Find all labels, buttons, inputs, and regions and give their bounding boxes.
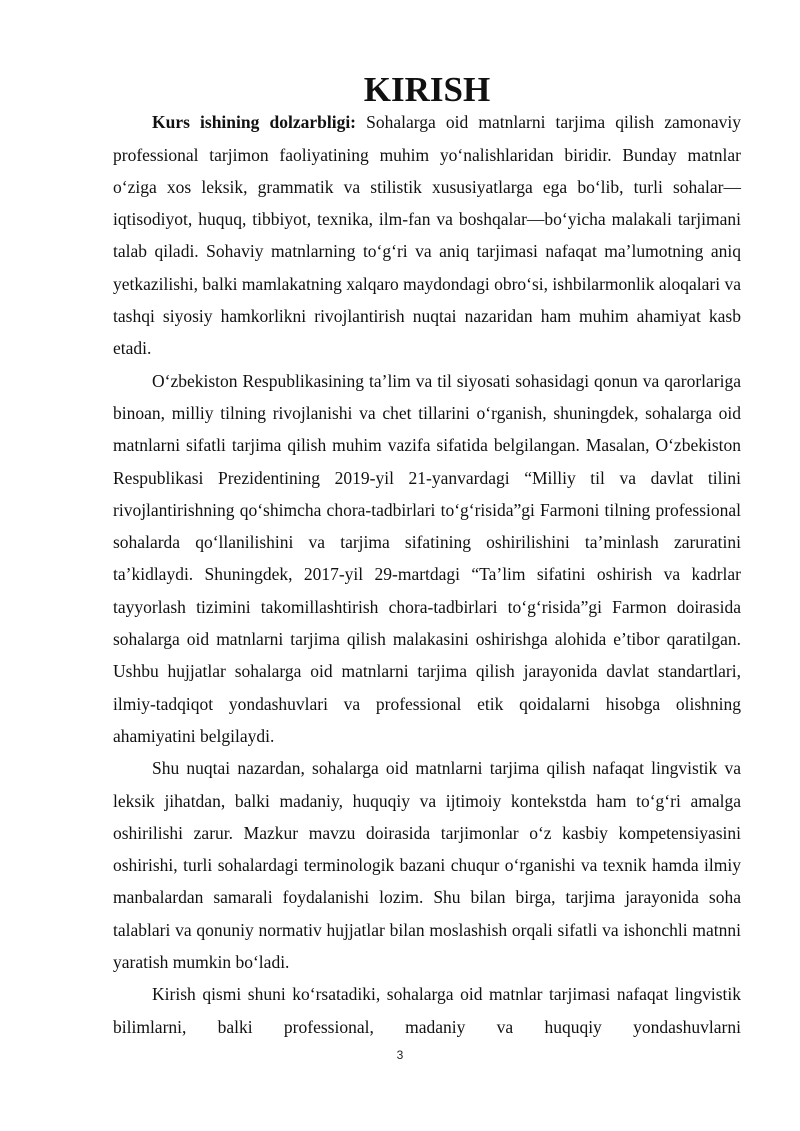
page-number: 3 — [396, 1048, 404, 1062]
paragraph-context: Shu nuqtai nazardan, sohalarga oid matnlarni tarjima qilish nafaqat lingvistik va leksik jihatdan, balki madaniy, huquqiy va ijtimoiy kontekstda ham to‘g‘ri amalga oshirilishi zarur. Mazkur mavzu doirasida tarjimonlar o‘z kasbiy kompetensiyasini oshirishi, turli sohalardagi terminologik bazani chuqur o‘rganishi va texnik hamda ilmiy manbalardan samarali foydalanishi lozim. Shu bilan birga, tarjima jarayonida soha talablari va qonuniy normativ hujjatlar bilan moslashish orqali sifatli va ishonchli matnni yaratish mumkin bo‘ladi. — [113, 758, 741, 973]
paragraph-conclusion: Kirish qismi shuni ko‘rsatadiki, sohalarga oid matnlar tarjimasi nafaqat lingvistik bilimlarni, balki professional, madaniy va huquqiy yondashuvlarni — [113, 984, 741, 1037]
paragraph-lead: Kurs ishining dolzarbligi: — [152, 112, 357, 133]
page-body — [113, 70, 741, 1043]
paragraph-legislation: O‘zbekiston Respublikasining ta’lim va til siyosati sohasidagi qonun va qarorlariga binoan, milliy tilning rivojlanishi va chet tillarini o‘rganish, shuningdek, sohalarga oid matnlarni sifatli tarjima qilish muhim vazifa sifatida belgilangan. Masalan, O‘zbekiston Respublikasi Prezidentining 2019-yil 21-yanvardagi “Milliy til va davlat tilini rivojlantirishning qo‘shimcha chora-tadbirlari to‘g‘risida”gi Farmoni tilning professional sohalarda qo‘llanilishini va tarjima sifatining oshirilishini ta’minlash zaruratini ta’kidlaydi. Shuningdek, 2017-yil 29-martdagi “Ta’lim sifatini oshirish va kadrlar tayyorlash tizimini takomillashtirish chora-tadbirlari to‘g‘risida”gi Farmon doirasida sohalarga oid matnlarni tarjima qilish malakasini oshirishga alohida e’tibor qaratilgan. Ushbu hujjatlar sohalarga oid matnlarni tarjima qilish jarayonida davlat standartlari, ilmiy-tadqiqot yondashuvlari va professional etik qoidalarni hisobga olishning ahamiyatini belgilaydi. — [113, 370, 741, 746]
section-title: KIRISH — [363, 70, 491, 109]
paragraph-relevance — [113, 106, 741, 364]
paragraph-text: Sohalarga oid matnlarni tarjima qilish zamonaviy professional tarjimon faoliyatining muhim yo‘nalishlaridan biridir. Bunday matnlar o‘ziga xos leksik, grammatik va stilistik xususiyatlarga ega bo‘lib, turli sohalar—iqtisodiyot, huquq, tibbiyot, texnika, ilm-fan va boshqalar—bo‘yicha malakali tarjimani talab qiladi. Sohaviy matnlarning to‘g‘ri va aniq tarjimasi nafaqat ma’lumotning aniq yetkazilishi, balki mamlakatning xalqaro maydondagi obro‘si, ishbilarmonlik aloqalari va tashqi siyosiy hamkorlikni rivojlantirish nuqtai nazaridan ham muhim ahamiyat kasb etadi. — [113, 112, 741, 359]
